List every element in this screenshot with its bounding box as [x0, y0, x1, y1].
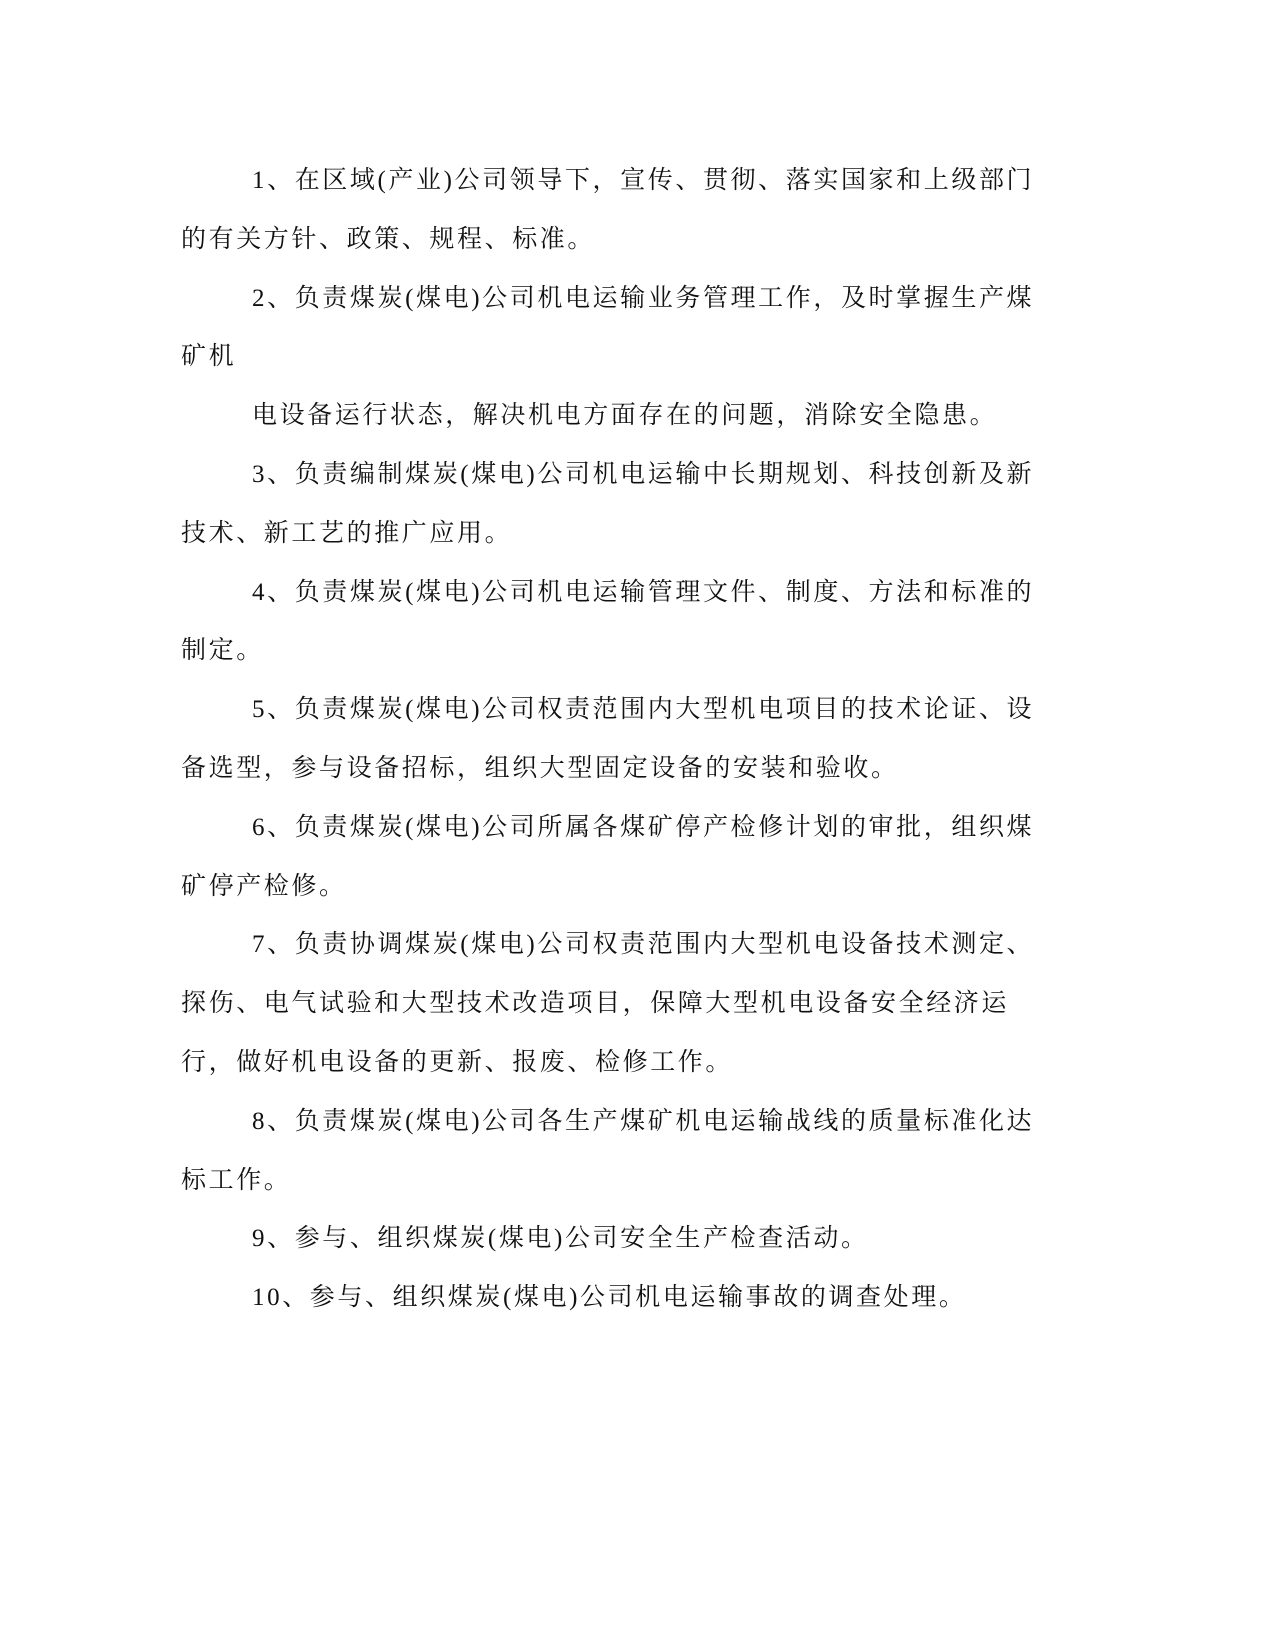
text-line: 3、负责编制煤炭(煤电)公司机电运输中长期规划、科技创新及新 [252, 460, 1035, 488]
text-line: 1、在区域(产业)公司领导下，宣传、贯彻、落实国家和上级部门 [252, 167, 1035, 194]
paragraph [181, 916, 1041, 1092]
text-line: 制定。 [181, 637, 264, 665]
paragraph [181, 799, 1041, 917]
text-line: 行，做好机电设备的更新、报废、检修工作。 [181, 1048, 734, 1076]
text-line: 5、负责煤炭(煤电)公司权责范围内大型机电项目的技术论证、设 [252, 696, 1035, 724]
text-line: 10、参与、组织煤炭(煤电)公司机电运输事故的调查处理。 [252, 1284, 967, 1312]
text-line: 4、负责煤炭(煤电)公司机电运输管理文件、制度、方法和标准的 [252, 578, 1035, 606]
paragraph [181, 270, 1041, 388]
paragraph [181, 1210, 1041, 1269]
text-line: 矿机 [181, 343, 237, 371]
text-line: 矿停产检修。 [181, 872, 347, 900]
text-line: 2、负责煤炭(煤电)公司机电运输业务管理工作，及时掌握生产煤 [252, 284, 1035, 312]
paragraph [181, 564, 1041, 682]
text-line: 8、负责煤炭(煤电)公司各生产煤矿机电运输战线的质量标准化达 [252, 1107, 1035, 1135]
text-line: 技术、新工艺的推广应用。 [181, 519, 513, 547]
text-line: 标工作。 [181, 1166, 292, 1194]
paragraph [181, 681, 1041, 799]
text-line: 9、参与、组织煤炭(煤电)公司安全生产检查活动。 [252, 1225, 869, 1253]
text-line: 电设备运行状态，解决机电方面存在的问题，消除安全隐患。 [252, 402, 998, 430]
paragraph [181, 1269, 1041, 1328]
text-line: 7、负责协调煤炭(煤电)公司权责范围内大型机电设备技术测定、 [252, 931, 1035, 959]
paragraph [181, 387, 1041, 446]
paragraph [181, 446, 1041, 564]
document-body [181, 152, 1041, 1328]
text-line: 6、负责煤炭(煤电)公司所属各煤矿停产检修计划的审批，组织煤 [252, 813, 1035, 841]
paragraph [181, 152, 1041, 270]
text-line: 探伤、电气试验和大型技术改造项目，保障大型机电设备安全经济运 [181, 990, 1010, 1018]
text-line: 的有关方针、政策、规程、标准。 [181, 225, 596, 253]
paragraph [181, 1093, 1041, 1211]
text-line: 备选型，参与设备招标，组织大型固定设备的安装和验收。 [181, 754, 899, 782]
